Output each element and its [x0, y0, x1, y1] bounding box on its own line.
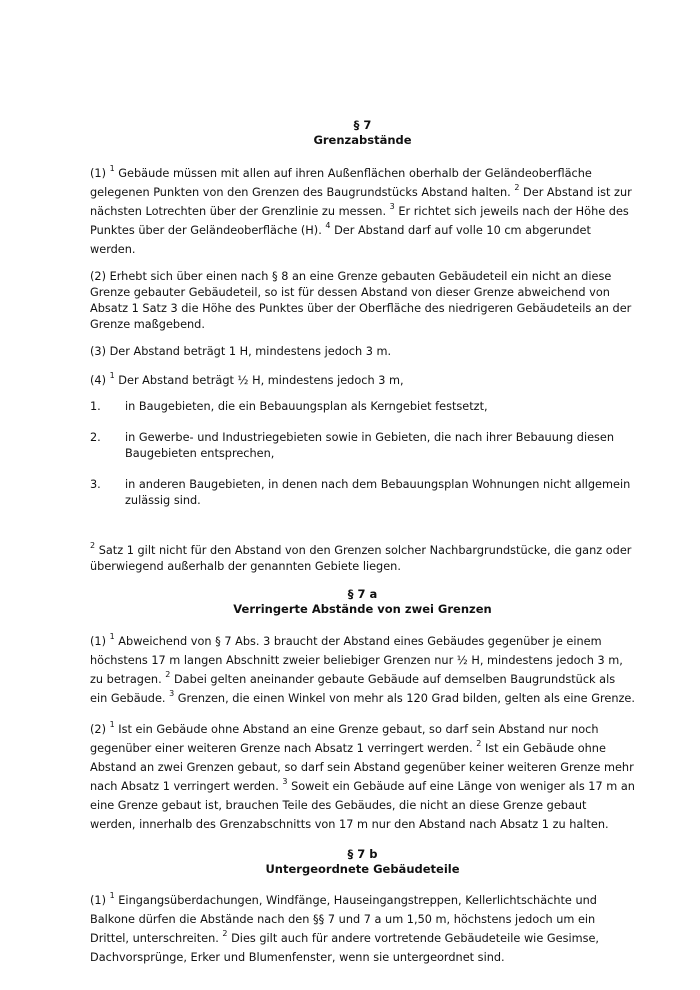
section-7a-heading [90, 587, 635, 617]
s7b-paragraph-1: (1) $^1$ Eingangsüberdachungen, Windfänge, Hauseingangstreppen, Kellerlichtschächte und Balkone dürfen die Abstände nach den §§ 7 und 7 a um 1,50 m, höchstens jedoch um ein Drittel, unterschreiten. $^2$ Dies gilt auch für andere vortretende Gebäudeteile wie Gesimse, Dachvorsprünge, Erker und Blumenfenster, wenn sie untergeordnet sind. [90, 891, 600, 964]
list-item: 1. in Baugebieten, die ein Bebauungsplan als Kerngebiet festsetzt, [90, 400, 488, 413]
section-number: § 7 [353, 118, 372, 132]
s7-paragraph-4: (4) $^1$ Der Abstand beträgt ½ H, mindestens jedoch 3 m, [90, 371, 404, 387]
list-item: 3. in anderen Baugebieten, in denen nach dem Bebauungsplan Wohnungen nicht allgemein zulässig sind. [90, 478, 631, 507]
section-number: § 7 b [347, 847, 378, 861]
document-content [90, 118, 635, 967]
section-7-heading [90, 118, 635, 148]
section-title: Grenzabstände [313, 133, 412, 147]
section-title: Verringerte Abstände von zwei Grenzen [233, 602, 492, 616]
s7-paragraph-2: (2) Erhebt sich über einen nach § 8 an eine Grenze gebauten Gebäudeteil ein nicht an diese Grenze gebauter Gebäudeteil, so ist für dessen Abstand von dieser Grenze abweichend von Absatz 1 Satz 3 die Höhe des Punktes über der Oberfläche des niedrigeren Gebäudeteils an der Grenze maßgebend. [90, 270, 632, 331]
s7-paragraph-1: (1) $^1$ Gebäude müssen mit allen auf ihren Außenflächen oberhalb der Geländeoberfläche gelegenen Punkten von den Grenzen des Baugrundstücks Abstand halten. $^2$ Der Abstand ist zur nächsten Lotrechten über der Grenzlinie zu messen. $^3$ Er richtet sich jeweils nach der Höhe des Punktes über der Geländeoberfläche (H). $^4$ Der Abstand darf auf volle 10 cm abgerundet werden. [90, 164, 632, 256]
s7-paragraph-4-sentence-2: $^2$ Satz 1 gilt nicht für den Abstand von den Grenzen solcher Nachbargrundstücke, die ganz oder überwiegend außerhalb der genannten Gebiete liegen. [90, 541, 632, 573]
s7a-paragraph-2: (2) $^1$ Ist ein Gebäude ohne Abstand an eine Grenze gebaut, so darf sein Abstand nur noch gegenüber einer weiteren Grenze nach Absatz 1 verringert werden. $^2$ Ist ein Gebäude ohne Abstand an zwei Grenzen gebaut, so darf sein Abstand gegenüber keiner weiteren Grenze mehr nach Absatz 1 verringert werden. $^3$ Soweit ein Gebäude auf eine Länge von weniger als 17 m an eine Grenze gebaut ist, brauchen Teile des Gebäudes, die nicht an diese Grenze gebaut werden, innerhalb des Grenzabschnitts von 17 m nur den Abstand nach Absatz 1 zu halten. [90, 720, 635, 831]
section-number: § 7 a [347, 587, 378, 601]
list-item: 2. in Gewerbe- und Industriegebieten sowie in Gebieten, die nach ihrer Bebauung diesen Baugebieten entsprechen, [90, 431, 615, 460]
section-7b-heading [90, 847, 635, 877]
section-title: Untergeordnete Gebäudeteile [265, 862, 460, 876]
s7-paragraph-3: (3) Der Abstand beträgt 1 H, mindestens jedoch 3 m. [90, 345, 392, 358]
s7a-paragraph-1: (1) $^1$ Abweichend von § 7 Abs. 3 braucht der Abstand eines Gebäudes gegenüber je einem höchstens 17 m langen Abschnitt zweier beliebiger Grenzen nur ½ H, mindestens jedoch 3 m, zu betragen. $^2$ Dabei gelten aneinander gebaute Gebäude auf demselben Baugrundstück als ein Gebäude. $^3$ Grenzen, die einen Winkel von mehr als 120 Grad bilden, gelten als eine Grenze. [90, 632, 635, 705]
